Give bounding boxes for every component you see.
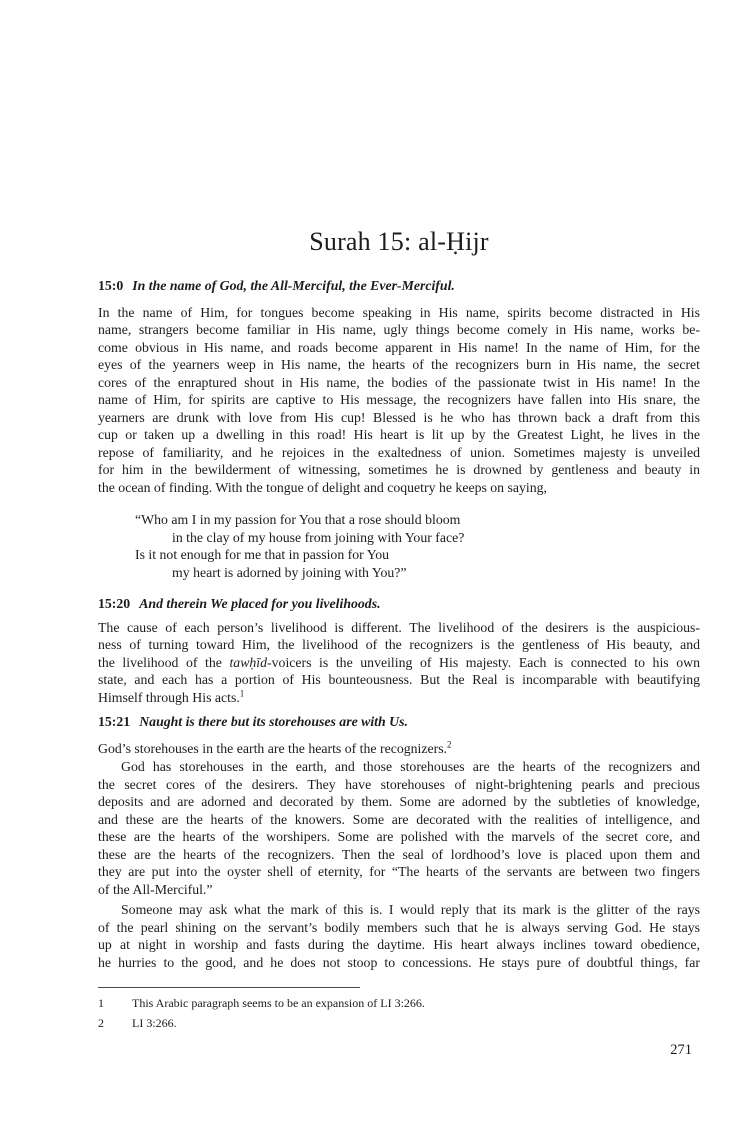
- poem-quote: [98, 511, 700, 581]
- text-line: name of Him, for spirits are captive to His message, the recognizers have fallen into His snare, the: [98, 392, 700, 407]
- text-line: they are put into the oyster shell of eternity, for “The hearts of the servants are between two fingers: [98, 864, 700, 879]
- footnote-number: 1: [98, 996, 104, 1010]
- text-segment: the livelihood of the: [98, 654, 230, 670]
- text-lines: [98, 619, 700, 654]
- text-line: cup or taken up a dwelling in this road! His heart is lit up by the Greatest Light, he lives in the: [98, 427, 700, 442]
- poem-line: Is it not enough for me that in passion for You: [135, 547, 390, 562]
- text-line-with-footnote: [98, 689, 700, 707]
- text-line-with-footnote: [98, 740, 700, 758]
- footnote-2: [98, 1013, 700, 1033]
- text-segment: Himself through His acts.: [98, 689, 240, 705]
- text-line: The cause of each person’s livelihood is different. The livelihood of the desirers is the auspicious-: [98, 619, 700, 635]
- text-line: of the pearl shining on the servant’s bodily members such that he is always serving God. He stays: [98, 919, 700, 935]
- text-line: these are the hearts of the worshipers. Some are polished with the marvels of the secret core, and: [98, 829, 700, 844]
- text-line: name, strangers become familiar in His name, ugly things become comely in His name, works be-: [98, 322, 700, 337]
- commentary-paragraph-15-20: [98, 619, 700, 707]
- text-line: repose of familiarity, and he rejoices in the exaltedness of union. Sometimes majesty is unveiled: [98, 444, 700, 460]
- text-line: deposits and are adorned and decorated by them. Some are adorned by the subtleties of knowledge,: [98, 794, 700, 809]
- verse-number: 15:0: [98, 278, 124, 293]
- verse-heading-15-21: [98, 713, 700, 731]
- text-line: the secret cores of the desirers. They have storehouses of night-brightening pearls and precious: [98, 776, 700, 792]
- text-line: for him in the bewilderment of witnessing, sometimes he is drowned by gentleness and beauty in: [98, 462, 700, 477]
- text-line: the ocean of finding. With the tongue of delight and coquetry he keeps on saying,: [98, 479, 548, 495]
- text-block: [98, 226, 700, 971]
- footnote-number: 2: [98, 1016, 104, 1030]
- text-line-tawhid: [98, 654, 700, 672]
- text-line: cores of the enraptured shout in His name, the bodies of the passionate twist in His name! In the: [98, 374, 700, 390]
- arabic-term: tawḥīd: [229, 654, 268, 670]
- commentary-paragraph-storehouses: [98, 758, 700, 898]
- commentary-paragraph-15-21: [98, 740, 700, 758]
- footnote-text: LI 3:266.: [132, 1016, 177, 1030]
- verse-heading-15-0: [98, 277, 700, 295]
- text-line: these are the hearts of the recognizers. Then the seal of lordhood’s love is placed upon them and: [98, 846, 700, 862]
- footnotes-section: [98, 987, 700, 1033]
- poem-line: in the clay of my house from joining with Your face?: [172, 529, 465, 545]
- text-line: Someone may ask what the mark of this is. I would reply that its mark is the glitter of the rays: [121, 902, 700, 917]
- commentary-paragraph-1: [98, 304, 700, 497]
- text-line: state, and each has a portion of His bounteousness. But the Real is incomparable with beautifying: [98, 672, 700, 687]
- verse-number: 15:21: [98, 714, 131, 729]
- text-line: come obvious in His name, and roads become apparent in His name! In the name of Him, for the: [98, 339, 700, 355]
- verse-heading-15-20: [98, 595, 700, 613]
- poem-line: my heart is adorned by joining with You?”: [172, 564, 407, 580]
- text-line: and these are the hearts of the knowers. Some are decorated with the realities of intelligence, and: [98, 811, 700, 827]
- surah-title: Surah 15: al-Ḥijr: [309, 227, 489, 256]
- footnote-reference-1: 1: [239, 687, 245, 698]
- verse-text: And therein We placed for you livelihoods.: [139, 596, 381, 611]
- text-segment: God’s storehouses in the earth are the hearts of the recognizers.: [98, 740, 448, 756]
- verse-text: Naught is there but its storehouses are with Us.: [139, 714, 408, 729]
- verse-number: 15:20: [98, 596, 131, 611]
- poem-line: “Who am I in my passion for You that a rose should bloom: [135, 512, 461, 527]
- text-segment: -voicers is the unveiling of His majesty. Each is connected to his own: [267, 654, 700, 670]
- text-line: yearners are drunk with love from His cup! Blessed is he who has thrown back a draft from this: [98, 409, 700, 425]
- verse-text: In the name of God, the All-Merciful, the Ever-Merciful.: [132, 278, 455, 293]
- text-line: In the name of Him, for tongues become speaking in His name, spirits become distracted in His: [98, 304, 700, 320]
- footnote-1: [98, 993, 700, 1013]
- footnote-reference-2: 2: [447, 738, 452, 749]
- text-line: eyes of the yearners weep in His name, the hearts of the recognizers burn in His name, the secret: [98, 357, 700, 372]
- text-line: ness of turning toward Him, the livelihood of the recognizers is the gentleness of His beauty, and: [98, 637, 700, 652]
- text-line: he hurries to the good, and he does not stoop to concessions. He stays pure of doubtful things, far: [98, 954, 700, 970]
- text-line: up at night in worship and fasts during the daytime. His heart always inclines toward obedience,: [98, 937, 700, 952]
- text-line: God has storehouses in the earth, and those storehouses are the hearts of the recognizers and: [121, 759, 700, 774]
- footnote-text: This Arabic paragraph seems to be an expansion of LI 3:266.: [132, 996, 425, 1010]
- commentary-paragraph-someone: [98, 901, 700, 971]
- footnote-rule: [98, 987, 360, 988]
- text-line: of the All-Merciful.”: [98, 881, 213, 897]
- page-number: 271: [670, 1042, 692, 1058]
